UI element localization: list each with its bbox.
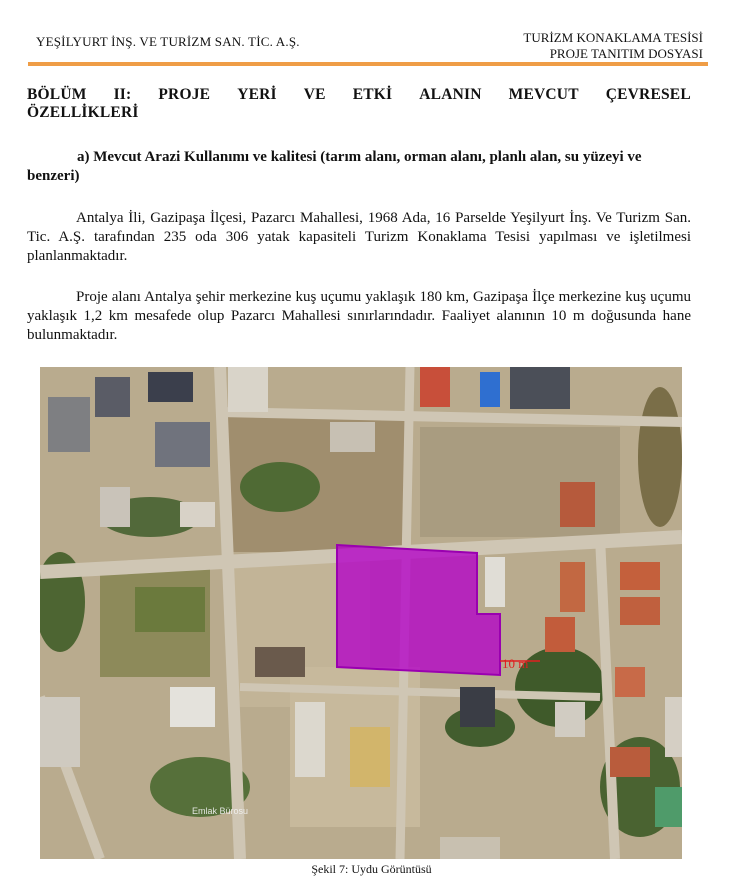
paragraph-location: Antalya İli, Gazipaşa İlçesi, Pazarcı Mahallesi, 1968 Ada, 16 Parselde Yeşilyurt İnş. Ve Turizm San. Tic. A.Ş. tarafından 235 oda 306 yatak kapasiteli Turizm Konaklama Tesisi yapılması ve işletilmesi planlanmaktadır. bbox=[27, 210, 691, 264]
section-title-line1: BÖLÜM II: PROJE YERİ VE ETKİ ALANIN MEVCUT ÇEVRESEL bbox=[27, 86, 691, 103]
header-document-title bbox=[523, 30, 703, 62]
header-doc-line2: PROJE TANITIM DOSYASI bbox=[549, 46, 703, 61]
subsection-title: a) Mevcut Arazi Kullanımı ve kalitesi (tarım alanı, orman alanı, planlı alan, su yüzeyi ve benzeri) bbox=[27, 149, 642, 184]
paragraph-distance: Proje alanı Antalya şehir merkezine kuş uçumu yaklaşık 180 km, Gazipaşa İlçe merkezine kuş uçumu yaklaşık 1,2 km mesafede olup Pazarcı Mahallesi sınırlarındadır. Faaliyet alanının 10 m doğusunda hane bulunmaktadır. bbox=[27, 289, 691, 343]
figure-caption: Şekil 7: Uydu Görüntüsü bbox=[311, 862, 432, 876]
section-title bbox=[27, 86, 691, 122]
satellite-image bbox=[40, 367, 682, 859]
distance-label: 10 m bbox=[502, 656, 529, 671]
header-company: YEŞİLYURT İNŞ. VE TURİZM SAN. TİC. A.Ş. bbox=[36, 34, 300, 49]
project-area-highlight bbox=[337, 545, 500, 675]
section-title-line2: ÖZELLİKLERİ bbox=[27, 104, 139, 121]
header-divider bbox=[28, 62, 708, 66]
map-watermark: Emlak Bürosu bbox=[192, 806, 249, 816]
header-doc-line1: TURİZM KONAKLAMA TESİSİ bbox=[523, 30, 703, 45]
